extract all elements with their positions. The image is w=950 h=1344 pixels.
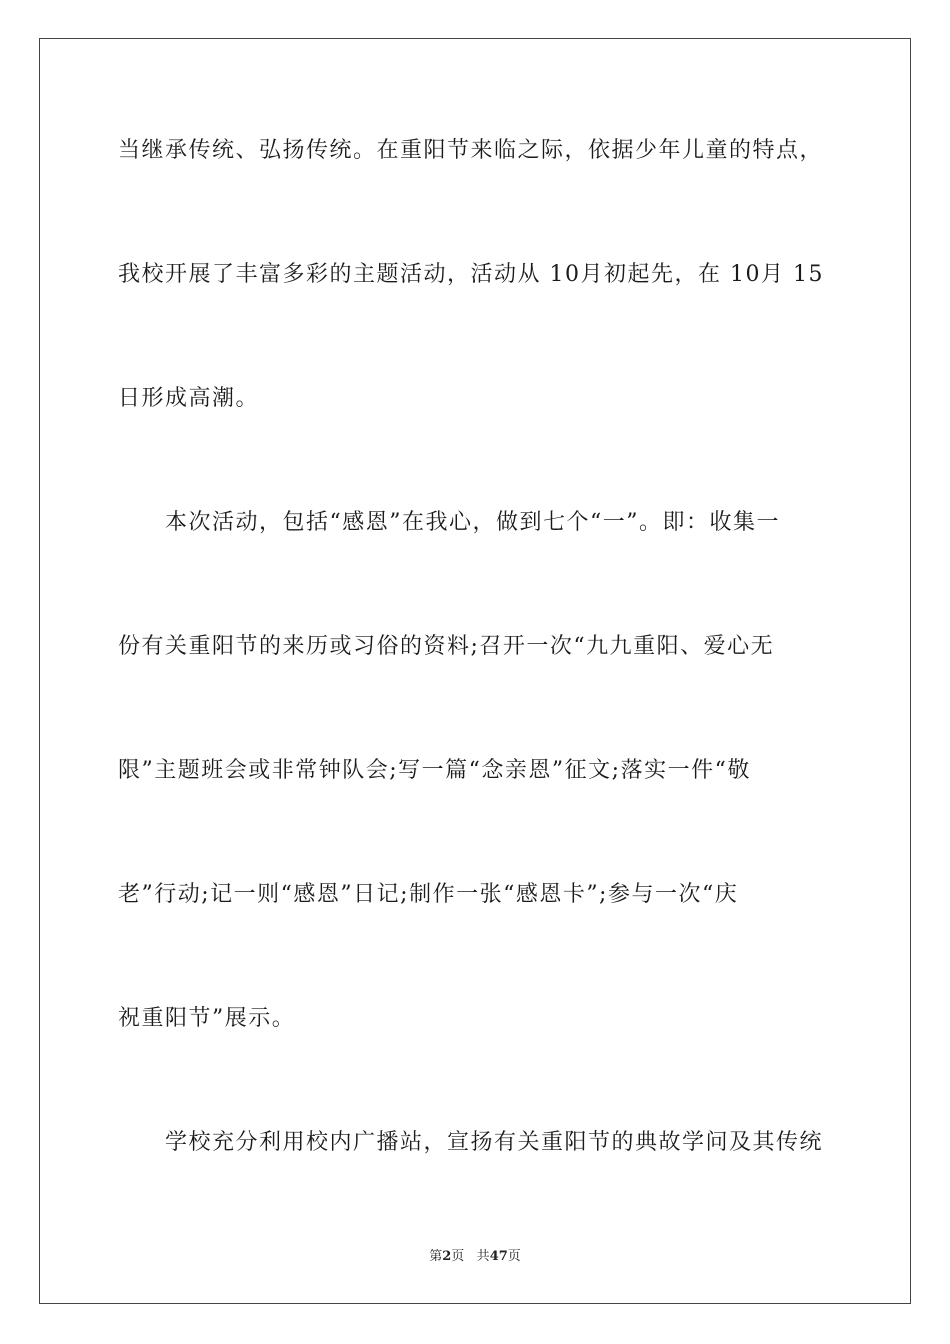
total-pages: 47 — [489, 1249, 508, 1264]
text-line-4: 本次活动，包括“感恩”在我心，做到七个“一”。即：收集一 — [118, 510, 780, 535]
text-line-3: 日形成高潮。 — [118, 386, 260, 411]
page-number: 2 — [442, 1249, 452, 1264]
page-prefix: 第 — [429, 1249, 443, 1264]
text-line-9: 学校充分利用校内广播站，宣扬有关重阳节的典故学问及其传统 — [118, 1130, 824, 1155]
page-border — [39, 38, 911, 1304]
total-suffix: 页 — [507, 1249, 521, 1264]
page-footer — [0, 1245, 950, 1264]
total-prefix: 共 — [476, 1249, 490, 1264]
text-line-5: 份有关重阳节的来历或习俗的资料;召开一次“九九重阳、爱心无 — [118, 634, 775, 659]
text-line-1: 当继承传统、弘扬传统。在重阳节来临之际，依据少年儿童的特点， — [118, 138, 824, 163]
text-line-7: 老”行动;记一则“感恩”日记;制作一张“感恩卡”;参与一次“庆 — [118, 882, 739, 907]
text-line-8: 祝重阳节”展示。 — [118, 1006, 296, 1031]
text-line-6: 限”主题班会或非常钟队会;写一篇“念亲恩”征文;落实一件“敬 — [118, 758, 751, 783]
text-line-2: 我校开展了丰富多彩的主题活动，活动从 10月初起先，在 10月 15 — [118, 262, 824, 287]
page-suffix: 页 — [451, 1249, 465, 1264]
